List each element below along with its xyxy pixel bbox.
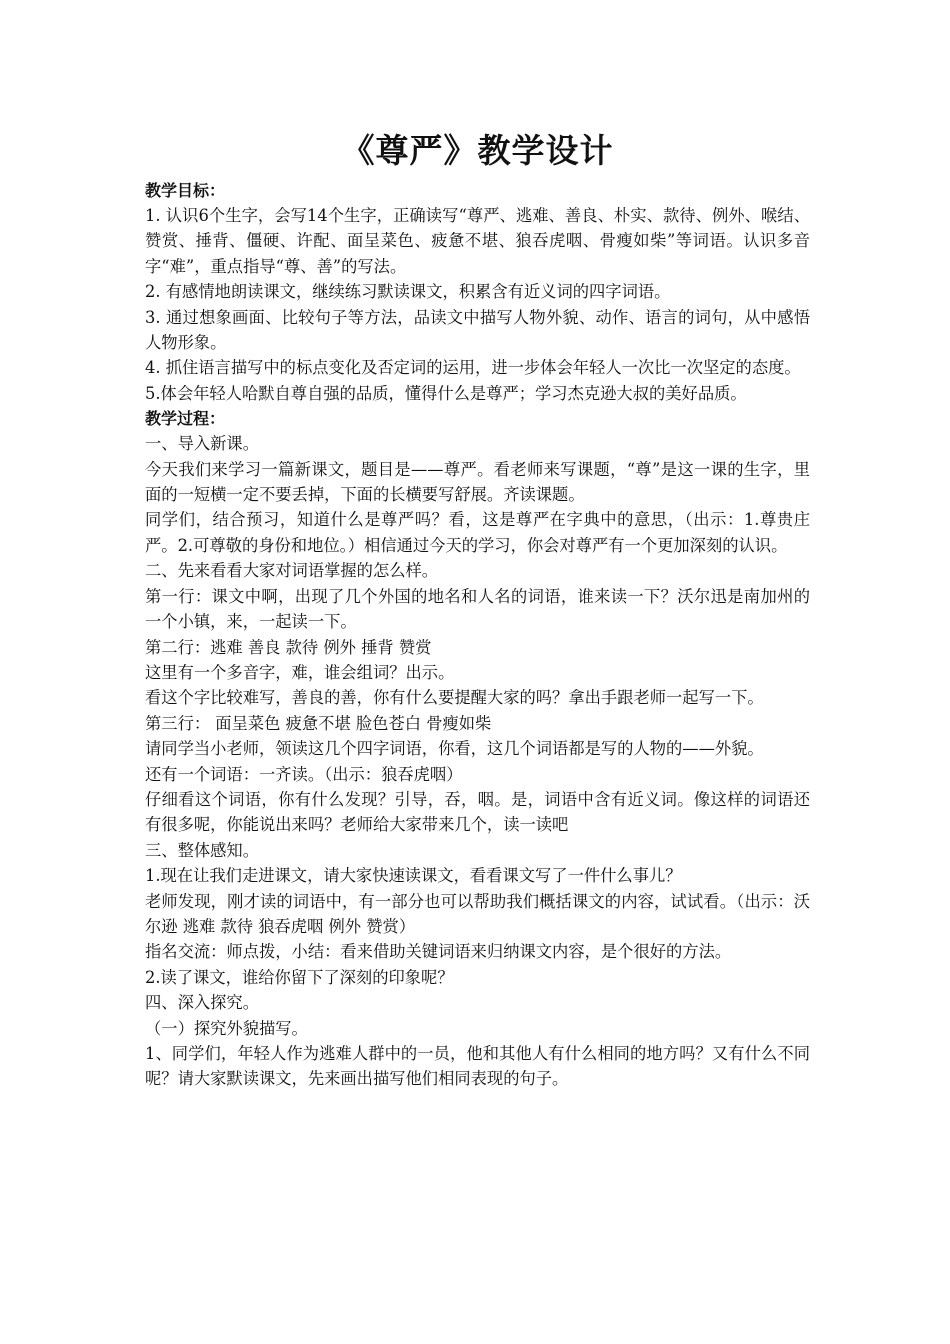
process-paragraph: 同学们，结合预习，知道什么是尊严吗？看，这是尊严在字典中的意思，（出示：1.尊贵庄严。2.可尊敬的身份和地位。）相信通过今天的学习，你会对尊严有一个更加深刻的认识。 — [145, 510, 810, 555]
goal-item: 2. 有感情地朗读课文，继续练习默读课文，积累含有近义词的四字词语。 — [145, 282, 671, 302]
section-heading: 二、先来看看大家对词语掌握的怎么样。 — [145, 561, 439, 581]
document-page — [145, 128, 810, 1092]
process-paragraph: 这里有一个多音字，难，谁会组词？出示。 — [145, 662, 455, 682]
process-paragraph: 第二行：逃难 善良 款待 例外 捶背 赞赏 — [145, 637, 432, 657]
goal-item: 3. 通过想象画面、比较句子等方法，品读文中描写人物外貌、动作、语言的词句，从中感悟人物形象。 — [145, 307, 810, 353]
subsection-heading: （一）探究外貌描写。 — [145, 1018, 308, 1038]
process-paragraph: 仔细看这个词语，你有什么发现？引导，吞，咽。是，词语中含有近义词。像这样的词语还有很多呢，你能说出来吗？老师给大家带来几个，读一读吧 — [145, 789, 810, 835]
process-paragraph: 1.现在让我们走进课文，请大家快速读课文，看看课文写了一件什么事儿？ — [145, 866, 682, 886]
section-heading: 三、整体感知。 — [145, 840, 259, 860]
process-paragraph: 指名交流：师点拨，小结：看来借助关键词语来归纳课文内容，是个很好的方法。 — [145, 942, 732, 962]
process-paragraph: 看这个字比较难写，善良的善，你有什么要提醒大家的吗？拿出手跟老师一起写一下。 — [145, 688, 764, 708]
goal-item: 5.体会年轻人哈默自尊自强的品质，懂得什么是尊严；学习杰克逊大叔的美好品质。 — [145, 383, 747, 403]
process-paragraph: 第三行： 面呈菜色 疲惫不堪 脸色苍白 骨瘦如柴 — [145, 713, 492, 733]
goals-heading: 教学目标： — [145, 181, 226, 200]
process-paragraph: 还有一个词语：一齐读。（出示：狼吞虎咽） — [145, 764, 463, 784]
process-paragraph: 第一行：课文中啊，出现了几个外国的地名和人名的词语，谁来读一下？沃尔迅是南加州的一个小镇，来，一起读一下。 — [145, 586, 810, 632]
process-paragraph: 请同学当小老师，领读这几个四字词语，你看，这几个词语都是写的人物的——外貌。 — [145, 739, 764, 759]
process-paragraph: 2.读了课文，谁给你留下了深刻的印象呢？ — [145, 967, 454, 987]
section-heading: 四、深入探究。 — [145, 993, 259, 1013]
document-title: 《尊严》教学设计 — [341, 131, 614, 170]
process-paragraph: 1、同学们，年轻人作为逃难人群中的一员，他和其他人有什么相同的地方吗？又有什么不同呢？请大家默读课文，先来画出描写他们相同表现的句子。 — [145, 1044, 810, 1089]
section-heading: 一、导入新课。 — [145, 434, 259, 454]
process-heading: 教学过程： — [145, 409, 226, 429]
process-paragraph: 今天我们来学习一篇新课文，题目是——尊严。看老师来写课题，“尊”是这一课的生字，里面的一短横一定不要丢掉，下面的长横要写舒展。齐读课题。 — [145, 459, 810, 505]
process-paragraph: 老师发现，刚才读的词语中，有一部分也可以帮助我们概括课文的内容，试试看。（出示：沃尔逊 逃难 款待 狼吞虎咽 例外 赞赏） — [145, 891, 810, 936]
goal-item: 4. 抓住语言描写中的标点变化及否定词的运用，进一步体会年轻人一次比一次坚定的态度。 — [145, 358, 801, 378]
goal-item: 1. 认识6个生字，会写14个生字，正确读写“尊严、逃难、善良、朴实、款待、例外、喉结、赞赏、捶背、僵硬、许配、面呈菜色、疲惫不堪、狼吞虎咽、骨瘦如柴”等词语。认识多音字“难”，重点指导“尊、善”的写法。 — [145, 206, 810, 276]
